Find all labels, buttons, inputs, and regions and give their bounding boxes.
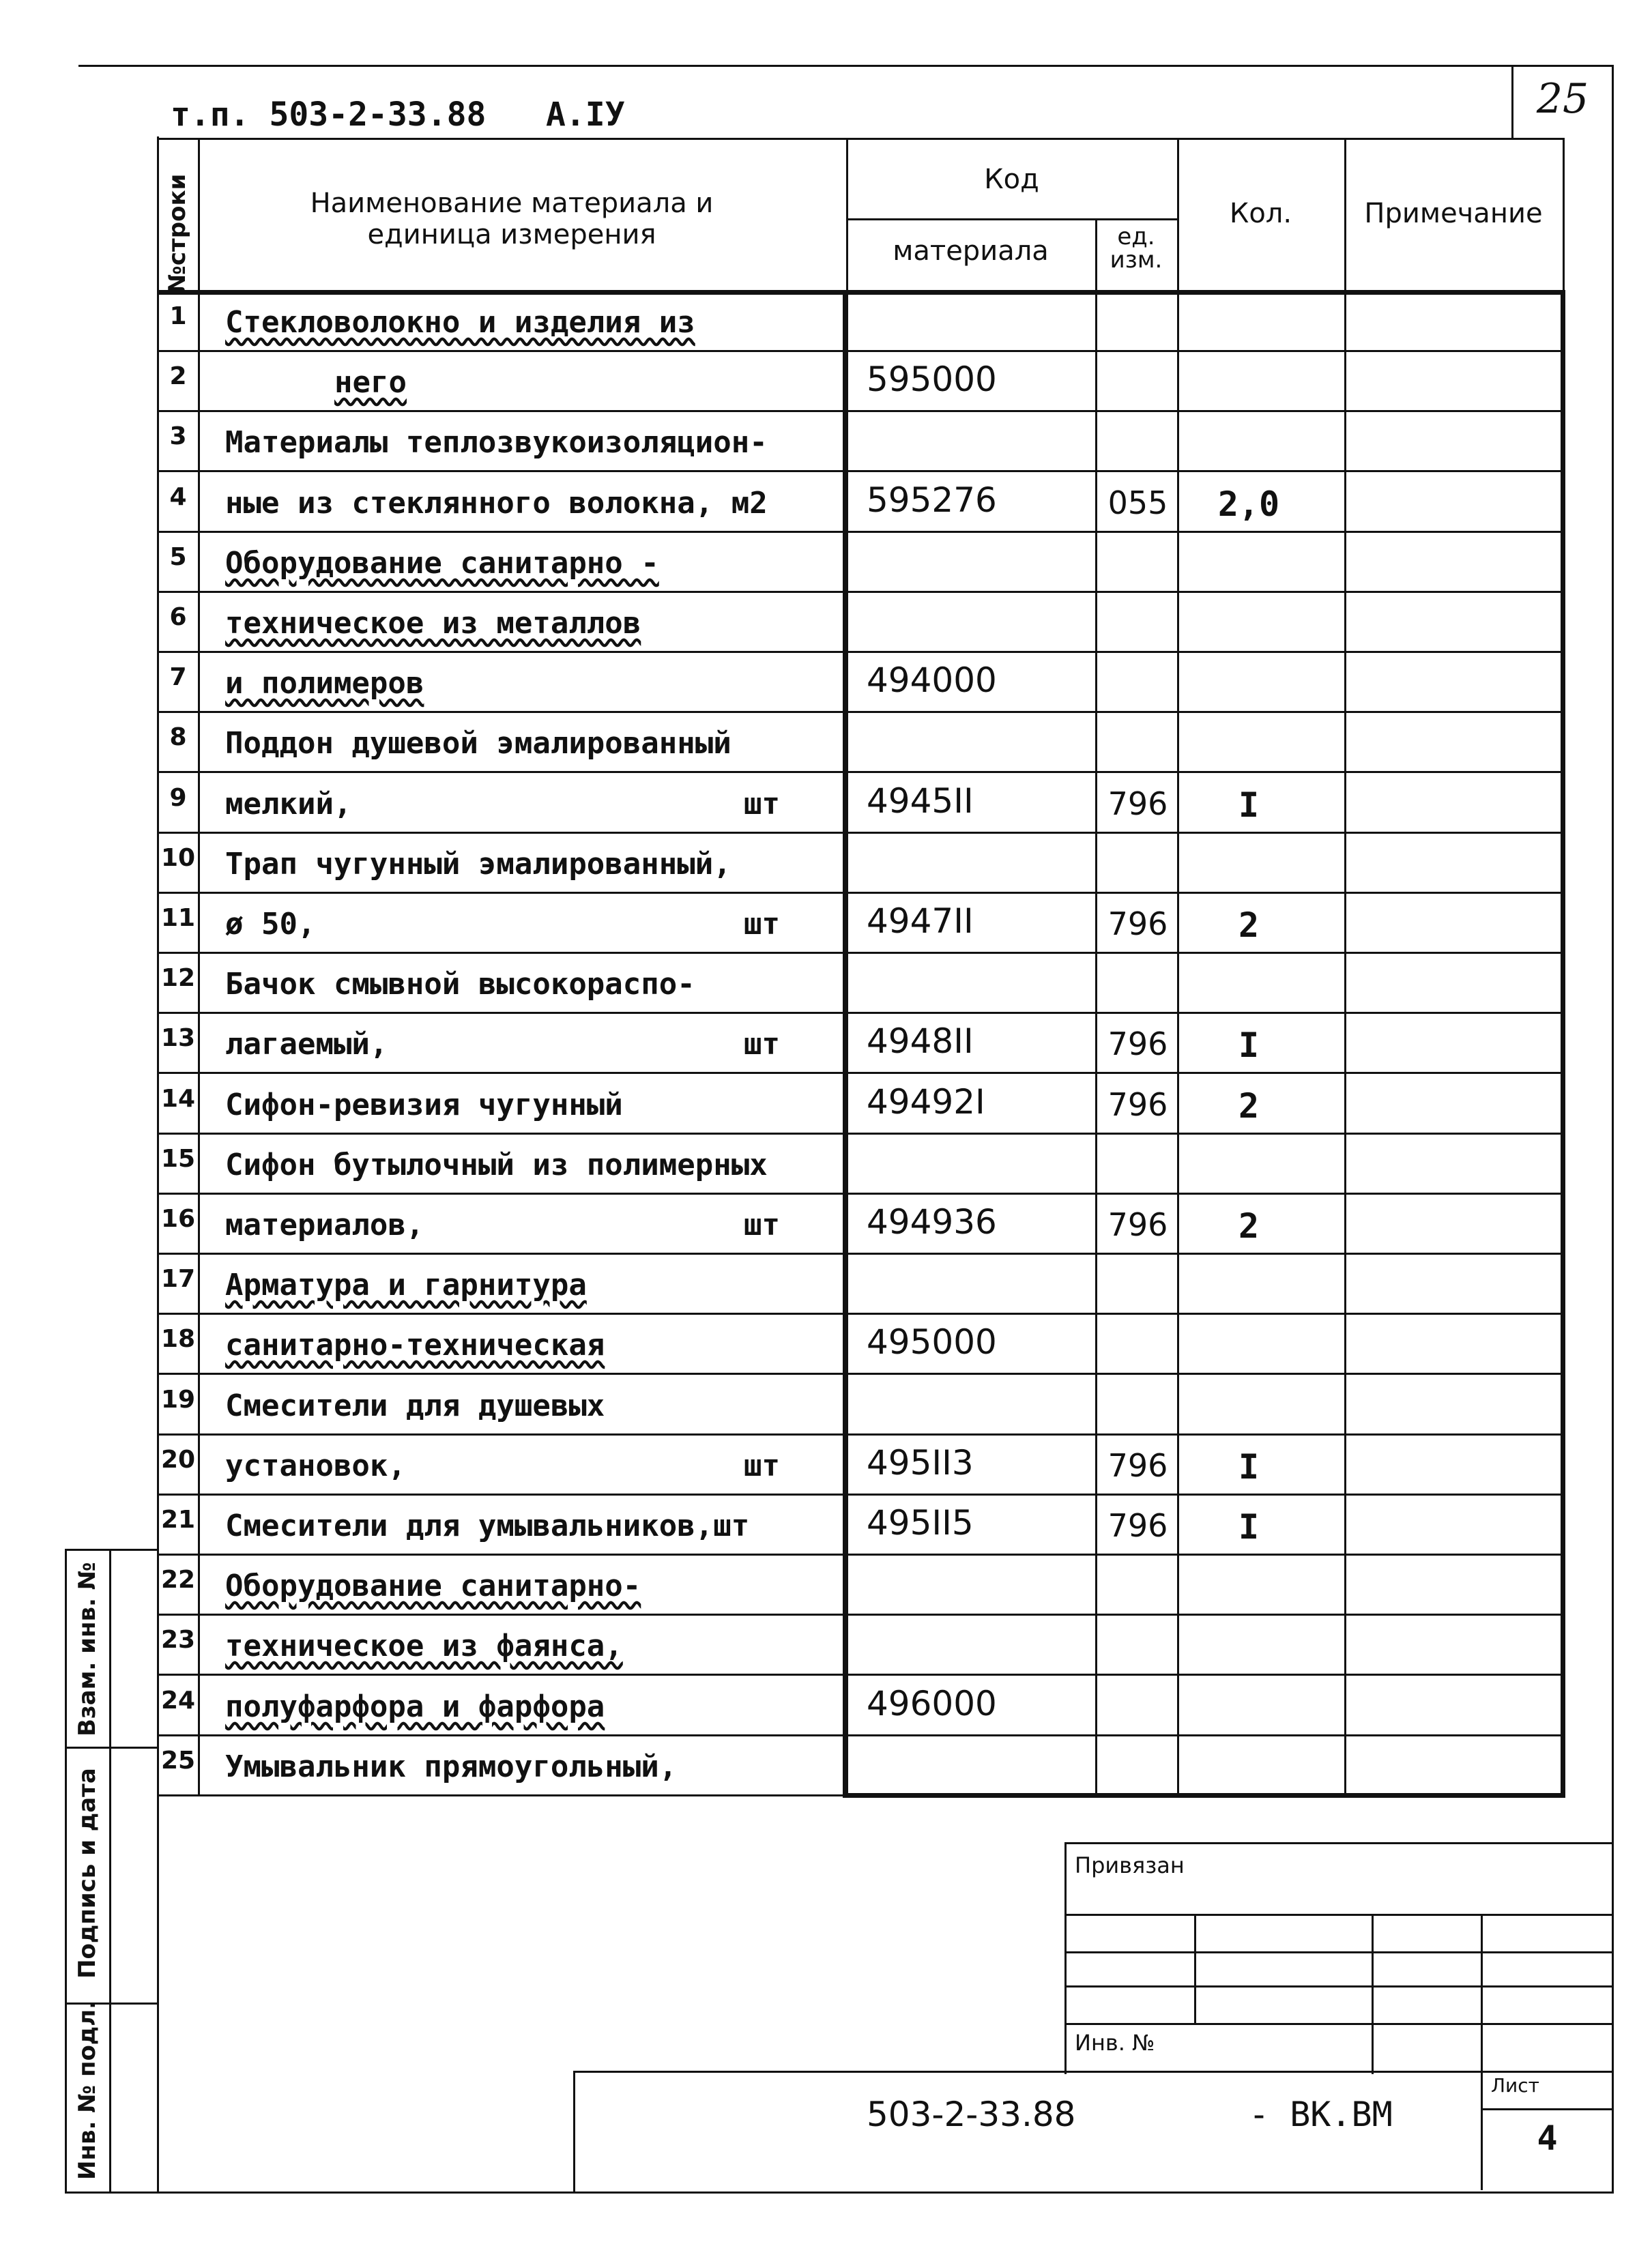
header-col-3 <box>1095 218 1097 1796</box>
row-line <box>157 1012 1563 1014</box>
row-name: Бачок смывной высокораспо- <box>225 967 695 1002</box>
row-number: 24 <box>160 1687 196 1715</box>
col-code-unit-label: ед. изм. <box>1110 223 1163 274</box>
row-unit-code: 796 <box>1107 1206 1168 1243</box>
row-line <box>157 1193 1563 1195</box>
row-number: 12 <box>160 964 196 992</box>
row-name: лагаемый, <box>225 1027 388 1062</box>
row-line <box>157 470 1563 472</box>
row-name: материалов, <box>225 1208 424 1242</box>
row-name: техническое из металлов <box>225 606 641 641</box>
row-name: Сифон бутылочный из полимерных <box>225 1148 768 1182</box>
stamp-left-line <box>1064 1842 1067 2074</box>
row-name: мелкий, <box>225 787 352 821</box>
row-name: него <box>334 365 407 400</box>
row-line <box>157 350 1563 352</box>
row-material-code: 4947II <box>867 901 974 941</box>
row-uom: шт <box>744 1027 780 1062</box>
row-name: полуфарфора и фарфора <box>225 1689 605 1724</box>
row-unit-code: 796 <box>1107 1447 1168 1484</box>
row-quantity: I <box>1238 1447 1260 1487</box>
row-name: Сифон-ревизия чугунный <box>225 1088 623 1122</box>
title-block-left <box>573 2071 575 2194</box>
side-strip-left <box>65 1549 67 2194</box>
header-col-4 <box>1177 138 1179 1796</box>
row-line <box>157 892 1563 894</box>
row-unit-code: 796 <box>1107 1025 1168 1062</box>
row-number: 18 <box>160 1325 196 1353</box>
col-row-label: №строки <box>164 173 191 293</box>
row-unit-code: 796 <box>1107 785 1168 822</box>
col-code-material-label: материала <box>893 235 1049 267</box>
row-number: 1 <box>169 302 187 330</box>
row-quantity: I <box>1238 1507 1260 1547</box>
stamp-row-1 <box>1064 1914 1614 1916</box>
row-name: Стекловолокно и изделия из <box>225 305 695 340</box>
row-uom: шт <box>744 1208 780 1242</box>
row-name: и полимеров <box>225 666 424 701</box>
row-number: 21 <box>160 1506 196 1534</box>
row-name: Материалы теплозвукоизоляцион- <box>225 425 768 460</box>
row-material-code: 494936 <box>867 1202 997 1242</box>
row-number: 5 <box>169 543 187 571</box>
title-block-top <box>573 2071 1614 2073</box>
row-material-code: 595000 <box>867 360 997 399</box>
row-number: 20 <box>160 1446 196 1474</box>
row-line <box>157 1313 1563 1315</box>
row-line <box>157 591 1563 593</box>
col-name-label: Наименование материала и единица измерения <box>310 188 714 250</box>
row-name: Трап чугунный эмалированный, <box>225 847 731 882</box>
row-unit-code: 796 <box>1107 1507 1168 1544</box>
row-line <box>157 832 1563 834</box>
row-line <box>157 531 1563 533</box>
list-label-line <box>1481 2108 1614 2110</box>
row-name: Умывальник прямоугольный, <box>225 1749 678 1784</box>
row-number: 16 <box>160 1205 196 1233</box>
row-line <box>157 952 1563 954</box>
stamp-row-3 <box>1064 1985 1614 1987</box>
row-name: ø 50, <box>225 907 316 942</box>
row-material-code: 495II5 <box>867 1503 974 1543</box>
row-uom: шт <box>744 1448 780 1483</box>
code-subheader-line <box>846 218 1179 220</box>
row-number: 9 <box>169 784 187 812</box>
row-name: Оборудование санитарно- <box>225 1569 641 1603</box>
doc-suffix: - ВК.ВМ <box>1249 2095 1393 2134</box>
row-number: 4 <box>169 483 187 511</box>
row-name: Поддон душевой эмалированный <box>225 726 731 761</box>
stamp-top-line <box>1064 1842 1614 1844</box>
row-number: 17 <box>160 1265 196 1293</box>
col-qty-label: Кол. <box>1229 198 1292 229</box>
row-line <box>157 1072 1563 1074</box>
row-number: 13 <box>160 1024 196 1052</box>
row-material-code: 4945II <box>867 781 974 821</box>
row-name: установок, <box>225 1448 406 1483</box>
table-right-thick-line <box>1561 290 1565 1798</box>
row-material-code: 49492I <box>867 1082 985 1122</box>
page-number: 25 <box>1536 75 1589 123</box>
row-line <box>157 1433 1563 1436</box>
row-number: 6 <box>169 603 187 631</box>
row-line <box>157 1614 1563 1616</box>
row-name: Арматура и гарнитура <box>225 1268 587 1302</box>
doc-code: 503-2-33.88 <box>867 2095 1076 2134</box>
row-line <box>157 1674 1563 1676</box>
side-label-vzam: Взам. инв. № <box>74 1562 101 1736</box>
stamp-row-2 <box>1064 1951 1614 1953</box>
side-strip-div1 <box>65 1747 157 1749</box>
row-quantity: I <box>1238 1025 1260 1065</box>
page-number-box-line <box>1511 65 1513 140</box>
side-strip-top <box>65 1549 157 1551</box>
row-name: Смесители для душевых <box>225 1388 605 1423</box>
stamp-col-1 <box>1194 1914 1196 2023</box>
row-line <box>157 771 1563 773</box>
row-quantity: I <box>1238 785 1260 825</box>
row-quantity: 2 <box>1238 905 1260 945</box>
row-number: 25 <box>160 1747 196 1775</box>
row-line <box>157 651 1563 653</box>
row-name: Оборудование санитарно - <box>225 546 659 581</box>
row-number: 15 <box>160 1145 196 1173</box>
col-note-label: Примечание <box>1364 198 1543 229</box>
header-col-5 <box>1344 138 1346 1796</box>
row-number: 19 <box>160 1386 196 1414</box>
row-number: 8 <box>169 723 187 751</box>
list-label: Лист <box>1491 2074 1539 2097</box>
header-col-1 <box>198 138 200 1796</box>
row-quantity: 2 <box>1238 1206 1260 1246</box>
row-name: Смесители для умывальников,шт <box>225 1509 750 1543</box>
row-number: 11 <box>160 904 196 932</box>
top-border-line <box>78 65 1614 67</box>
row-number: 2 <box>169 362 187 390</box>
row-unit-code: 055 <box>1107 484 1168 521</box>
row-number: 7 <box>169 663 187 691</box>
row-number: 22 <box>160 1566 196 1594</box>
row-material-code: 495II3 <box>867 1443 974 1483</box>
row-line <box>157 1133 1563 1135</box>
row-material-code: 495000 <box>867 1322 997 1362</box>
stamp-privyazan: Привязан <box>1075 1852 1185 1878</box>
side-label-podpis: Подпись и дата <box>74 1768 101 1979</box>
row-quantity: 2,0 <box>1217 484 1280 524</box>
row-material-code: 494000 <box>867 660 997 700</box>
row-uom: шт <box>744 907 780 942</box>
row-material-code: 4948II <box>867 1021 974 1061</box>
row-name: ные из стеклянного волокна, м2 <box>225 486 768 521</box>
side-strip-mid <box>109 1549 111 2194</box>
row-material-code: 496000 <box>867 1684 997 1723</box>
row-number: 10 <box>160 844 196 872</box>
row-line <box>157 1253 1563 1255</box>
right-border-line <box>1612 65 1614 2194</box>
row-line <box>157 410 1563 412</box>
row-line <box>157 1794 1563 1796</box>
row-number: 23 <box>160 1626 196 1654</box>
row-material-code: 595276 <box>867 480 997 520</box>
row-unit-code: 796 <box>1107 1086 1168 1123</box>
row-line <box>157 1373 1563 1375</box>
col-code-label: Код <box>984 164 1039 195</box>
header-bottom-line <box>157 290 1565 295</box>
stamp-inv-no: Инв. № <box>1075 2030 1155 2056</box>
row-line <box>157 1734 1563 1736</box>
row-name: техническое из фаянса, <box>225 1629 623 1663</box>
row-line <box>157 1554 1563 1556</box>
row-number: 3 <box>169 422 187 450</box>
row-quantity: 2 <box>1238 1086 1260 1126</box>
stamp-row-4 <box>1064 2023 1614 2025</box>
bottom-border-line <box>65 2192 1614 2194</box>
code-left-thick-line <box>843 290 847 1798</box>
row-unit-code: 796 <box>1107 905 1168 942</box>
list-number: 4 <box>1537 2118 1558 2158</box>
row-number: 14 <box>160 1085 196 1113</box>
row-name: санитарно-техническая <box>225 1328 605 1363</box>
header-code: т.п. 503-2-33.88 <box>171 96 487 134</box>
album-code: А.IУ <box>546 96 625 134</box>
stamp-col-2 <box>1372 1914 1374 2074</box>
side-label-inv: Инв. № подл. <box>74 2000 101 2180</box>
table-top-line <box>157 138 1563 140</box>
row-line <box>157 1494 1563 1496</box>
row-line <box>157 711 1563 713</box>
row-uom: шт <box>744 787 780 821</box>
